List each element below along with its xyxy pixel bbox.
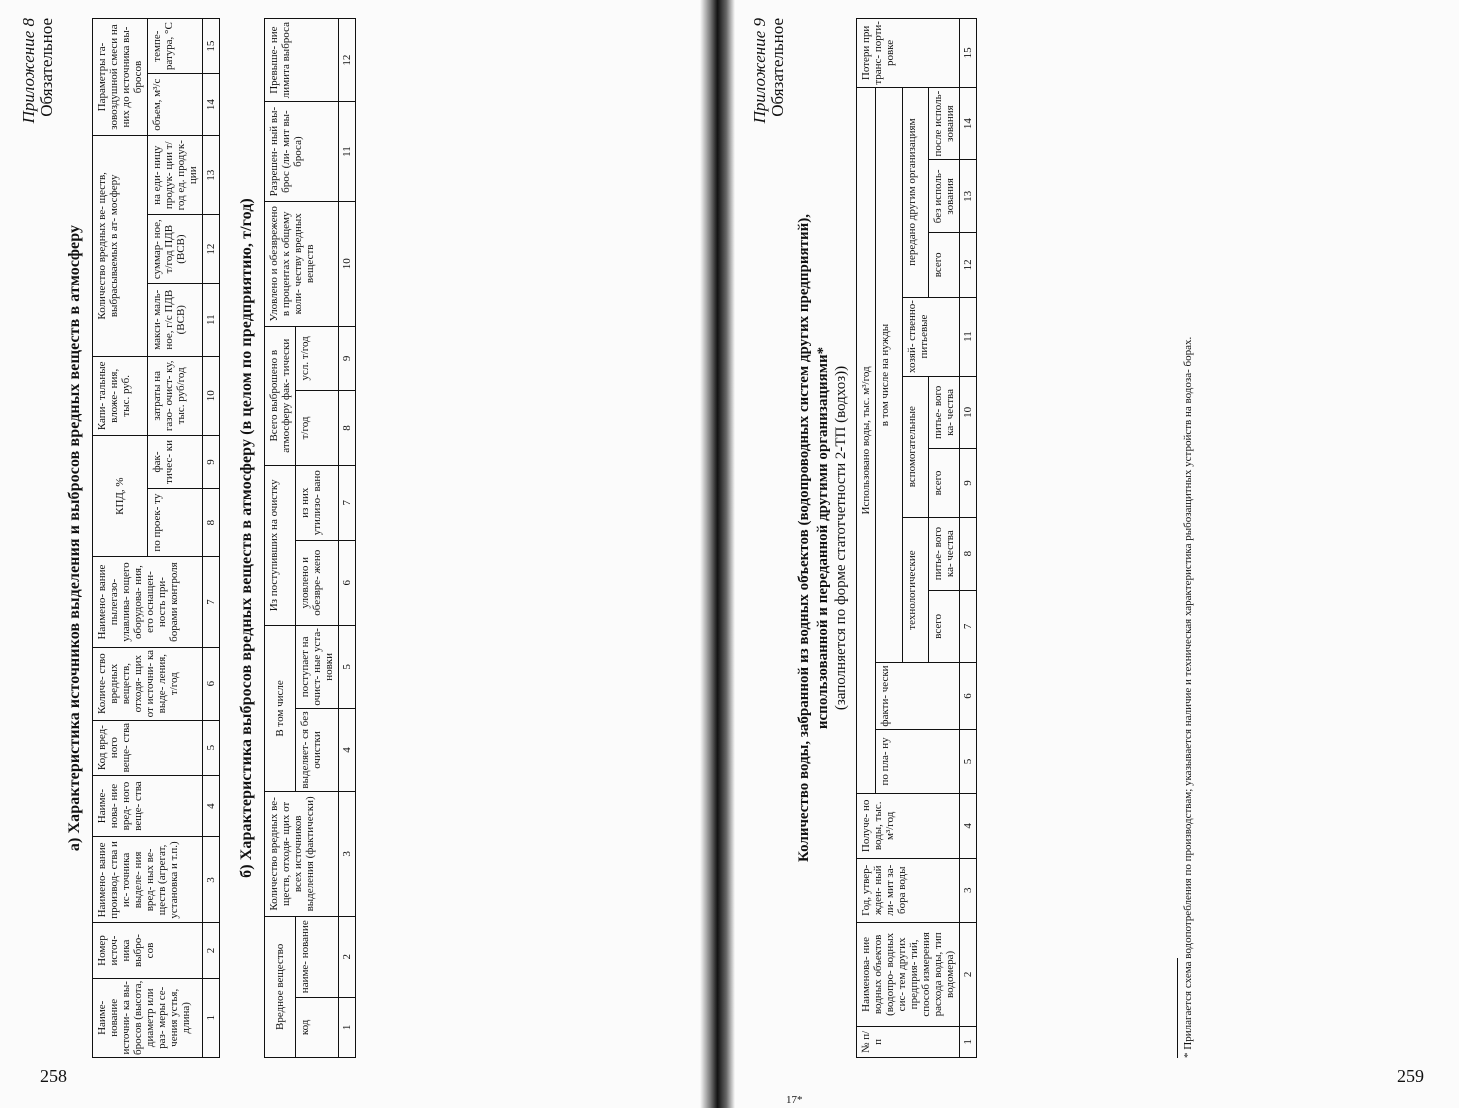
water-header: всего xyxy=(929,590,960,663)
column-number: 11 xyxy=(960,297,977,376)
column-number: 7 xyxy=(203,557,220,647)
column-number: 15 xyxy=(960,19,977,88)
column-number: 3 xyxy=(203,837,220,923)
column-number: 2 xyxy=(203,923,220,978)
column-number: 10 xyxy=(960,376,977,449)
water-header: всего xyxy=(929,233,960,297)
column-number: 2 xyxy=(960,922,977,1026)
table-a-header: суммар- ное, т/год ПДВ (ВСВ) xyxy=(148,215,203,283)
water-number-row xyxy=(960,19,977,1058)
table-b-header: усл. т/год xyxy=(296,326,339,390)
appendix-status: Обязательное xyxy=(37,18,56,117)
column-number: 1 xyxy=(339,997,356,1057)
table-b-header: из них утилизо- вано xyxy=(296,465,339,540)
table-b-header: Разрешен- ный вы- брос (ли- мит вы- броса) xyxy=(265,102,339,202)
table-a-number-row xyxy=(203,19,220,1058)
table-a-header: Количество вредных ве- ществ, выбрасываемых в ат- мосферу xyxy=(93,136,148,357)
column-number: 13 xyxy=(203,136,220,215)
water-header: технологические xyxy=(902,517,929,662)
water-header: факти- чески xyxy=(876,663,960,729)
water-header: Потери при транс- порти- ровке xyxy=(857,19,960,88)
table-b-header: Количество вредных ве- ществ, отходя- щих от всех источников выделения (фактически) xyxy=(265,792,339,917)
page-number-left: 258 xyxy=(40,1066,67,1086)
water-subtitle: (заполняется по форме статотчетности 2-ТП (водхоз)) xyxy=(833,365,849,711)
column-number: 6 xyxy=(960,663,977,729)
column-number: 12 xyxy=(960,233,977,297)
water-header: № п/п xyxy=(857,1026,960,1057)
column-number: 6 xyxy=(339,540,356,625)
table-a-header: фак- тичес- ки xyxy=(148,436,203,489)
column-number: 6 xyxy=(203,647,220,720)
table-a-header: Параметры га- зовоздушной смеси на них до источника вы- бросов xyxy=(93,19,148,136)
table-a-header: по проек- ту xyxy=(148,488,203,556)
column-number: 1 xyxy=(203,978,220,1057)
water-header: Год, утвер- жден- ный ли- мит за- бора воды xyxy=(857,858,960,922)
column-number: 14 xyxy=(960,87,977,160)
right-page-content xyxy=(751,18,1451,1058)
table-b xyxy=(264,18,356,1058)
appendix-label: Приложение 9 xyxy=(750,18,769,124)
left-page-content xyxy=(20,18,680,1058)
table-b-header: выделяет- ся без очистки xyxy=(296,708,339,791)
column-number: 9 xyxy=(339,326,356,390)
column-number: 13 xyxy=(960,160,977,233)
left-page xyxy=(0,0,700,1108)
table-a-header: Наиме- нова- ние вред- ного веще- ства xyxy=(93,775,203,837)
column-number: 8 xyxy=(960,517,977,590)
table-a xyxy=(92,18,220,1058)
table-b-header: Из поступивших на очистку xyxy=(265,465,296,625)
column-number: 14 xyxy=(203,74,220,136)
column-number: 10 xyxy=(203,356,220,435)
book-gutter xyxy=(700,0,735,1108)
table-b-header: наиме- нование xyxy=(296,916,339,997)
column-number: 10 xyxy=(339,201,356,326)
column-number: 5 xyxy=(960,729,977,793)
table-a-header: макси- маль- ное, г/с ПДВ (ВСВ) xyxy=(148,283,203,356)
water-header: Наименова- ние водных объектов (водопро- водных сис- тем других предприя- тий, способ измерения расхода воды, тип водомера) xyxy=(857,922,960,1026)
column-number: 4 xyxy=(960,794,977,858)
water-header: передано другим организациям xyxy=(902,87,929,297)
footnote: * Прилагается схема водопотребления по производствам; указывается наличие и техническая характеристика рыбозащитных устройств на водоза- борах. xyxy=(1182,336,1194,1058)
table-b-title: б) Характеристика выбросов вредных веществ в атмосферу (в целом по предприятию, т/год) xyxy=(238,198,255,878)
water-header: питье- вого ка- чества xyxy=(929,517,960,590)
column-number: 8 xyxy=(339,391,356,466)
water-header: Получе- но воды, тыс. м³/год xyxy=(857,794,960,858)
column-number: 8 xyxy=(203,488,220,556)
column-number: 12 xyxy=(203,215,220,283)
table-a-title: а) Характеристика источников выделения и выбросов вредных веществ в атмосферу xyxy=(66,224,83,852)
column-number: 3 xyxy=(960,858,977,922)
table-a-header: Количе- ство вредных веществ, отходя- щих от источни- ка выде- ления, т/год xyxy=(93,647,203,720)
water-header: после исполь- зования xyxy=(929,87,960,160)
table-a-header: Код вред- ного веще- ства xyxy=(93,720,203,775)
page-number-right: 259 xyxy=(1397,1066,1424,1086)
column-number: 15 xyxy=(203,19,220,74)
column-number: 5 xyxy=(339,625,356,708)
column-number: 11 xyxy=(339,102,356,202)
table-b-number-row xyxy=(339,19,356,1058)
column-number: 4 xyxy=(203,775,220,837)
table-a-header: Капи- тальные вложе- ния, тыс. руб. xyxy=(93,356,148,435)
column-number: 9 xyxy=(960,449,977,518)
column-number: 3 xyxy=(339,792,356,917)
water-header: без исполь- зования xyxy=(929,160,960,233)
water-header: хозяй- ственно- питьевые xyxy=(902,297,960,376)
column-number: 5 xyxy=(203,720,220,775)
table-a-header: Номер источ- ника выбро- сов xyxy=(93,923,203,978)
table-b-header: поступает на очист- ные уста- новки xyxy=(296,625,339,708)
signature-mark: 17* xyxy=(786,1094,803,1106)
table-b-header: код xyxy=(296,997,339,1057)
table-b-header: Всего выброшено в атмосферу фак- тически xyxy=(265,326,296,465)
water-title-line-2: использованной и переданной другими организациями* xyxy=(815,346,831,730)
column-number: 7 xyxy=(339,465,356,540)
table-a-header: Наимено- вание производ- ства и ис- точника выделе- ния вред- ных ве- ществ (агрегат, установка и т.п.) xyxy=(93,837,203,923)
table-b-header: Превыше- ние лимита выброса xyxy=(265,19,339,102)
table-a-header: Наимено- вание пылегазо- улавлива- ющего оборудова- ния, его оснащен- ность при- борами контроля xyxy=(93,557,203,647)
table-b-header: уловлено и обезвре- жено xyxy=(296,540,339,625)
table-b-header: Вредное вещество xyxy=(265,916,296,1057)
column-number: 12 xyxy=(339,19,356,102)
table-b-header: Уловлено и обезврежено в процентах к общему коли- честву вредных веществ xyxy=(265,201,339,326)
appendix-label: Приложение 8 xyxy=(19,18,38,124)
footnote-divider xyxy=(1177,958,1178,1058)
water-header: Использовано воды, тыс. м³/год xyxy=(857,87,876,793)
right-page xyxy=(735,0,1459,1108)
column-number: 7 xyxy=(960,590,977,663)
water-header: в том числе на нужды xyxy=(876,87,903,663)
table-a-header: объем, м³/с xyxy=(148,74,203,136)
column-number: 2 xyxy=(339,916,356,997)
column-number: 4 xyxy=(339,708,356,791)
column-number: 1 xyxy=(960,1026,977,1057)
table-b-header: т/год xyxy=(296,391,339,466)
water-header: по пла- ну xyxy=(876,729,960,793)
appendix-status: Обязательное xyxy=(768,18,787,117)
water-table xyxy=(856,18,977,1058)
table-a-header: темпе- ратура, °С xyxy=(148,19,203,74)
table-a-header: КПД, % xyxy=(93,436,148,557)
column-number: 9 xyxy=(203,436,220,489)
table-a-header: Наиме- нование источни- ка вы- бросов (высота, диаметр или раз- меры се- чения устья, длина) xyxy=(93,978,203,1057)
water-title-line-1: Количество воды, забранной из водных объектов (водопроводных систем других предприятий), xyxy=(796,213,812,863)
column-number: 11 xyxy=(203,283,220,356)
water-header: питье- вого ка- чества xyxy=(929,376,960,449)
table-b-header: В том числе xyxy=(265,625,296,791)
table-a-header: затраты на газо- очист- ку, тыс. руб/год xyxy=(148,356,203,435)
table-a-header: на еди- ницу продук- ции т/год ед. продук- ции xyxy=(148,136,203,215)
water-header: вспомогательные xyxy=(902,376,929,517)
water-header: всего xyxy=(929,449,960,518)
